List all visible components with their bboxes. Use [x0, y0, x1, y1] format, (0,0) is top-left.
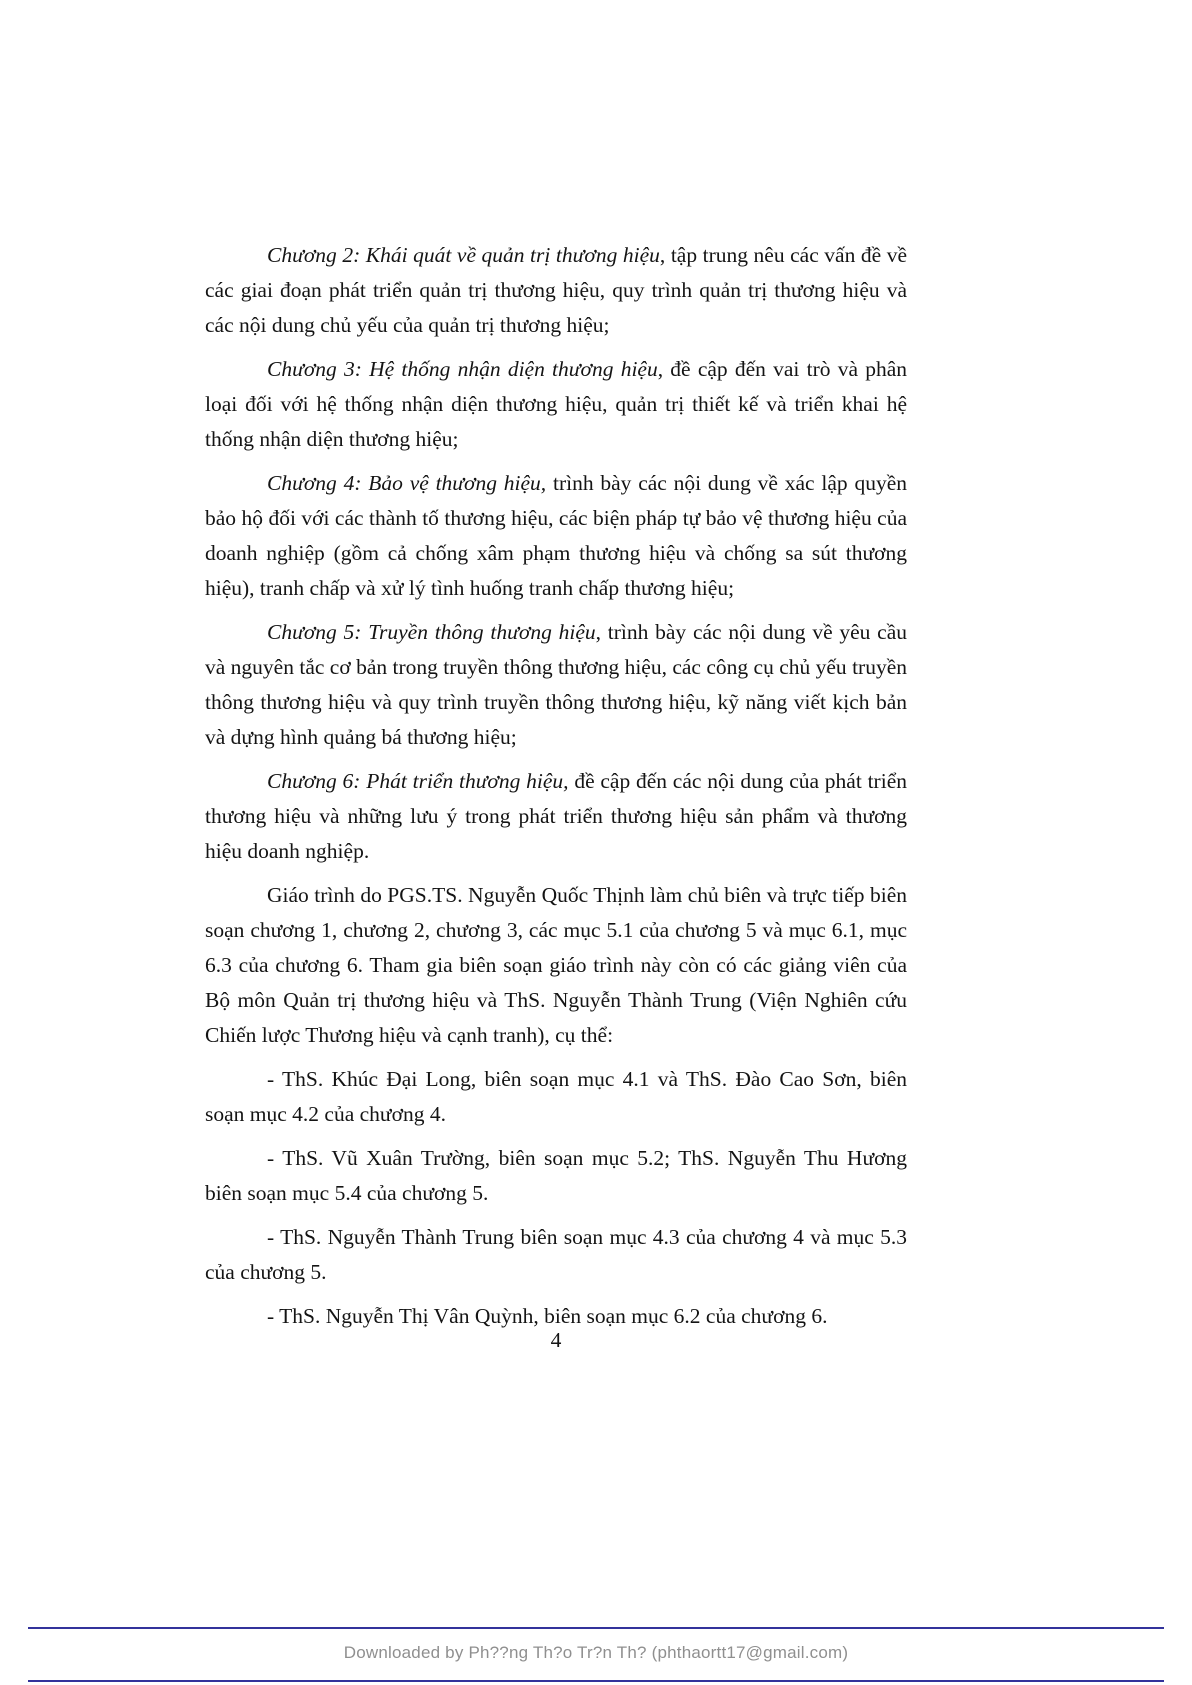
footer-divider-top	[28, 1627, 1164, 1629]
editors-intro-text: Giáo trình do PGS.TS. Nguyễn Quốc Thịnh làm chủ biên và trực tiếp biên soạn chương 1, chương 2, chương 3, các mục 5.1 của chương 5 và mục 6.1, mục 6.3 của chương 6. Tham gia biên soạn giáo trình này còn có các giảng viên của Bộ môn Quản trị thương hiệu và ThS. Nguyễn Thành Trung (Viện Nghiên cứu Chiến lược Thương hiệu và cạnh tranh), cụ thể:	[205, 883, 907, 1047]
paragraph-chapter-2	[205, 238, 907, 343]
author-item-4-text: - ThS. Nguyễn Thị Vân Quỳnh, biên soạn mục 6.2 của chương 6.	[267, 1304, 828, 1328]
chapter-3-description: , đề cập đến vai trò và phân loại đối với hệ thống nhận diện thương hiệu, quản trị thiết kế và triển khai hệ thống nhận diện thương hiệu;	[205, 357, 908, 451]
paragraph-author-item-1	[205, 1062, 907, 1132]
page-content	[205, 238, 907, 1343]
chapter-6-description: đề cập đến các nội dung của phát triển thương hiệu và những lưu ý trong phát triển thương hiệu sản phẩm và thương hiệu doanh nghiệp.	[205, 769, 907, 863]
page-footer	[0, 1615, 1192, 1685]
chapter-2-description: , tập trung nêu các vấn đề về các giai đoạn phát triển quản trị thương hiệu, quy trình quản trị thương hiệu và các nội dung chủ yếu của quản trị thương hiệu;	[205, 243, 908, 337]
chapter-4-title: Chương 4: Bảo vệ thương hiệu,	[267, 471, 547, 495]
chapter-6-title: Chương 6: Phát triển thương hiệu,	[267, 769, 569, 793]
paragraph-chapter-6	[205, 764, 907, 869]
footer-watermark-text: Downloaded by Ph??ng Th?o Tr?n Th? (phthaortt17@gmail.com)	[343, 1643, 849, 1662]
paragraph-chapter-5	[205, 615, 907, 755]
chapter-4-description: trình bày các nội dung về xác lập quyền bảo hộ đối với các thành tố thương hiệu, các biện pháp tự bảo vệ thương hiệu của doanh nghiệp (gồm cả chống xâm phạm thương hiệu và chống sa sút thương hiệu), tranh chấp và xử lý tình huống tranh chấp thương hiệu;	[205, 471, 907, 600]
chapter-3-title: Chương 3: Hệ thống nhận diện thương hiệu	[267, 357, 658, 381]
author-item-2-text: - ThS. Vũ Xuân Trường, biên soạn mục 5.2; ThS. Nguyễn Thu Hương biên soạn mục 5.4 của chương 5.	[205, 1146, 907, 1205]
page-number: 4	[550, 1328, 562, 1352]
author-item-3-text: - ThS. Nguyễn Thành Trung biên soạn mục 4.3 của chương 4 và mục 5.3 của chương 5.	[205, 1225, 907, 1284]
paragraph-editors-intro	[205, 878, 907, 1053]
author-item-1-text: - ThS. Khúc Đại Long, biên soạn mục 4.1 và ThS. Đào Cao Sơn, biên soạn mục 4.2 của chương 4.	[205, 1067, 907, 1126]
chapter-2-title: Chương 2: Khái quát về quản trị thương hiệu	[267, 243, 660, 267]
chapter-5-description: , trình bày các nội dung về yêu cầu và nguyên tắc cơ bản trong truyền thông thương hiệu, các công cụ chủ yếu truyền thông thương hiệu và quy trình truyền thông thương hiệu, kỹ năng viết kịch bản và dựng hình quảng bá thương hiệu;	[205, 620, 908, 749]
chapter-5-title: Chương 5: Truyền thông thương hiệu	[267, 620, 596, 644]
paragraph-author-item-2	[205, 1141, 907, 1211]
paragraph-chapter-3	[205, 352, 907, 457]
paragraph-chapter-4	[205, 466, 907, 606]
footer-divider-bottom	[28, 1680, 1164, 1682]
paragraph-author-item-3	[205, 1220, 907, 1290]
